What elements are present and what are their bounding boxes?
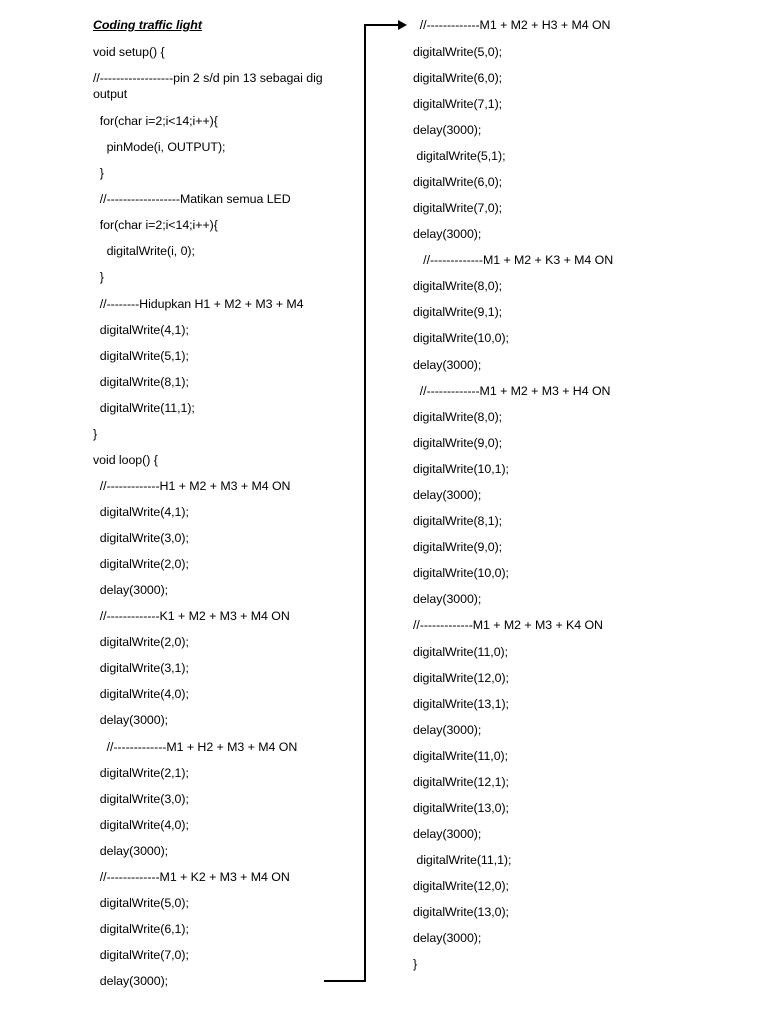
code-line: digitalWrite(5,1); (93, 349, 189, 363)
code-line: digitalWrite(6,0); (413, 71, 503, 85)
code-line: } (93, 270, 104, 284)
code-line: digitalWrite(6,0); (413, 175, 503, 189)
code-line: } (93, 427, 98, 441)
code-line: digitalWrite(2,0); (93, 557, 189, 571)
code-line: //-------------K1 + M2 + M3 + M4 ON (93, 609, 290, 623)
code-line: digitalWrite(13,0); (413, 905, 509, 919)
code-line: digitalWrite(3,1); (93, 661, 189, 675)
code-line: digitalWrite(11,0); (413, 749, 508, 763)
document-title: Coding traffic light (93, 18, 202, 32)
code-line: digitalWrite(6,1); (93, 922, 189, 936)
code-line: } (93, 166, 104, 180)
code-line: digitalWrite(i, 0); (93, 244, 195, 258)
code-line: //-------------M1 + M2 + M3 + K4 ON (413, 618, 603, 632)
code-line: digitalWrite(12,0); (413, 879, 509, 893)
code-line: digitalWrite(8,1); (93, 375, 189, 389)
code-line: digitalWrite(2,1); (93, 766, 189, 780)
code-line: digitalWrite(4,0); (93, 687, 189, 701)
code-line: digitalWrite(7,1); (413, 97, 503, 111)
code-line: //-------------H1 + M2 + M3 + M4 ON (93, 479, 291, 493)
code-line: //------------------pin 2 s/d pin 13 sebagai dig output (93, 71, 323, 101)
code-line: pinMode(i, OUTPUT); (93, 140, 226, 154)
code-line: digitalWrite(4,1); (93, 505, 189, 519)
code-line: digitalWrite(8,0); (413, 410, 503, 424)
code-line: } (413, 957, 418, 971)
code-line: digitalWrite(10,0); (413, 566, 509, 580)
code-line: delay(3000); (413, 931, 482, 945)
code-line: delay(3000); (413, 723, 482, 737)
code-line: delay(3000); (93, 974, 169, 988)
code-line: void setup() { (93, 45, 165, 59)
code-line: digitalWrite(3,0); (93, 792, 189, 806)
code-line: digitalWrite(5,0); (413, 45, 503, 59)
code-line: digitalWrite(4,1); (93, 323, 189, 337)
code-line: delay(3000); (413, 358, 482, 372)
code-line: digitalWrite(11,0); (413, 645, 508, 659)
code-line: //-------------M1 + M2 + M3 + H4 ON (413, 384, 611, 398)
code-line: digitalWrite(10,1); (413, 462, 509, 476)
code-line: digitalWrite(13,0); (413, 801, 509, 815)
code-line: digitalWrite(10,0); (413, 331, 509, 345)
code-line: delay(3000); (413, 488, 482, 502)
code-line: digitalWrite(8,0); (413, 279, 503, 293)
code-line: digitalWrite(11,1); (413, 853, 512, 867)
code-line: for(char i=2;i<14;i++){ (93, 114, 218, 128)
code-line: digitalWrite(8,1); (413, 514, 503, 528)
code-line: digitalWrite(3,0); (93, 531, 189, 545)
code-line: //--------Hidupkan H1 + M2 + M3 + M4 (93, 297, 304, 311)
code-line: delay(3000); (413, 827, 482, 841)
code-line: digitalWrite(11,1); (93, 401, 195, 415)
code-line: delay(3000); (93, 583, 169, 597)
code-line: //-------------M1 + M2 + K3 + M4 ON (413, 253, 614, 267)
code-line: //------------------Matikan semua LED (93, 192, 291, 206)
code-line: digitalWrite(9,0); (413, 540, 503, 554)
code-line: digitalWrite(2,0); (93, 635, 189, 649)
code-line: digitalWrite(5,0); (93, 896, 189, 910)
code-line: void loop() { (93, 453, 158, 467)
code-line: digitalWrite(9,0); (413, 436, 503, 450)
code-line: digitalWrite(7,0); (93, 948, 189, 962)
code-line: //-------------M1 + M2 + H3 + M4 ON (413, 18, 611, 32)
code-line: digitalWrite(7,0); (413, 201, 503, 215)
code-line: delay(3000); (413, 123, 482, 137)
code-line: //-------------M1 + H2 + M3 + M4 ON (93, 740, 298, 754)
code-line: delay(3000); (93, 844, 169, 858)
code-line: digitalWrite(12,1); (413, 775, 509, 789)
code-line: //-------------M1 + K2 + M3 + M4 ON (93, 870, 290, 884)
code-line: digitalWrite(4,0); (93, 818, 189, 832)
code-line: delay(3000); (413, 592, 482, 606)
code-line: digitalWrite(13,1); (413, 697, 509, 711)
code-line: digitalWrite(5,1); (413, 149, 506, 163)
code-line: digitalWrite(12,0); (413, 671, 509, 685)
code-line: delay(3000); (93, 713, 169, 727)
code-line: for(char i=2;i<14;i++){ (93, 218, 218, 232)
code-line: delay(3000); (413, 227, 482, 241)
code-line: digitalWrite(9,1); (413, 305, 503, 319)
